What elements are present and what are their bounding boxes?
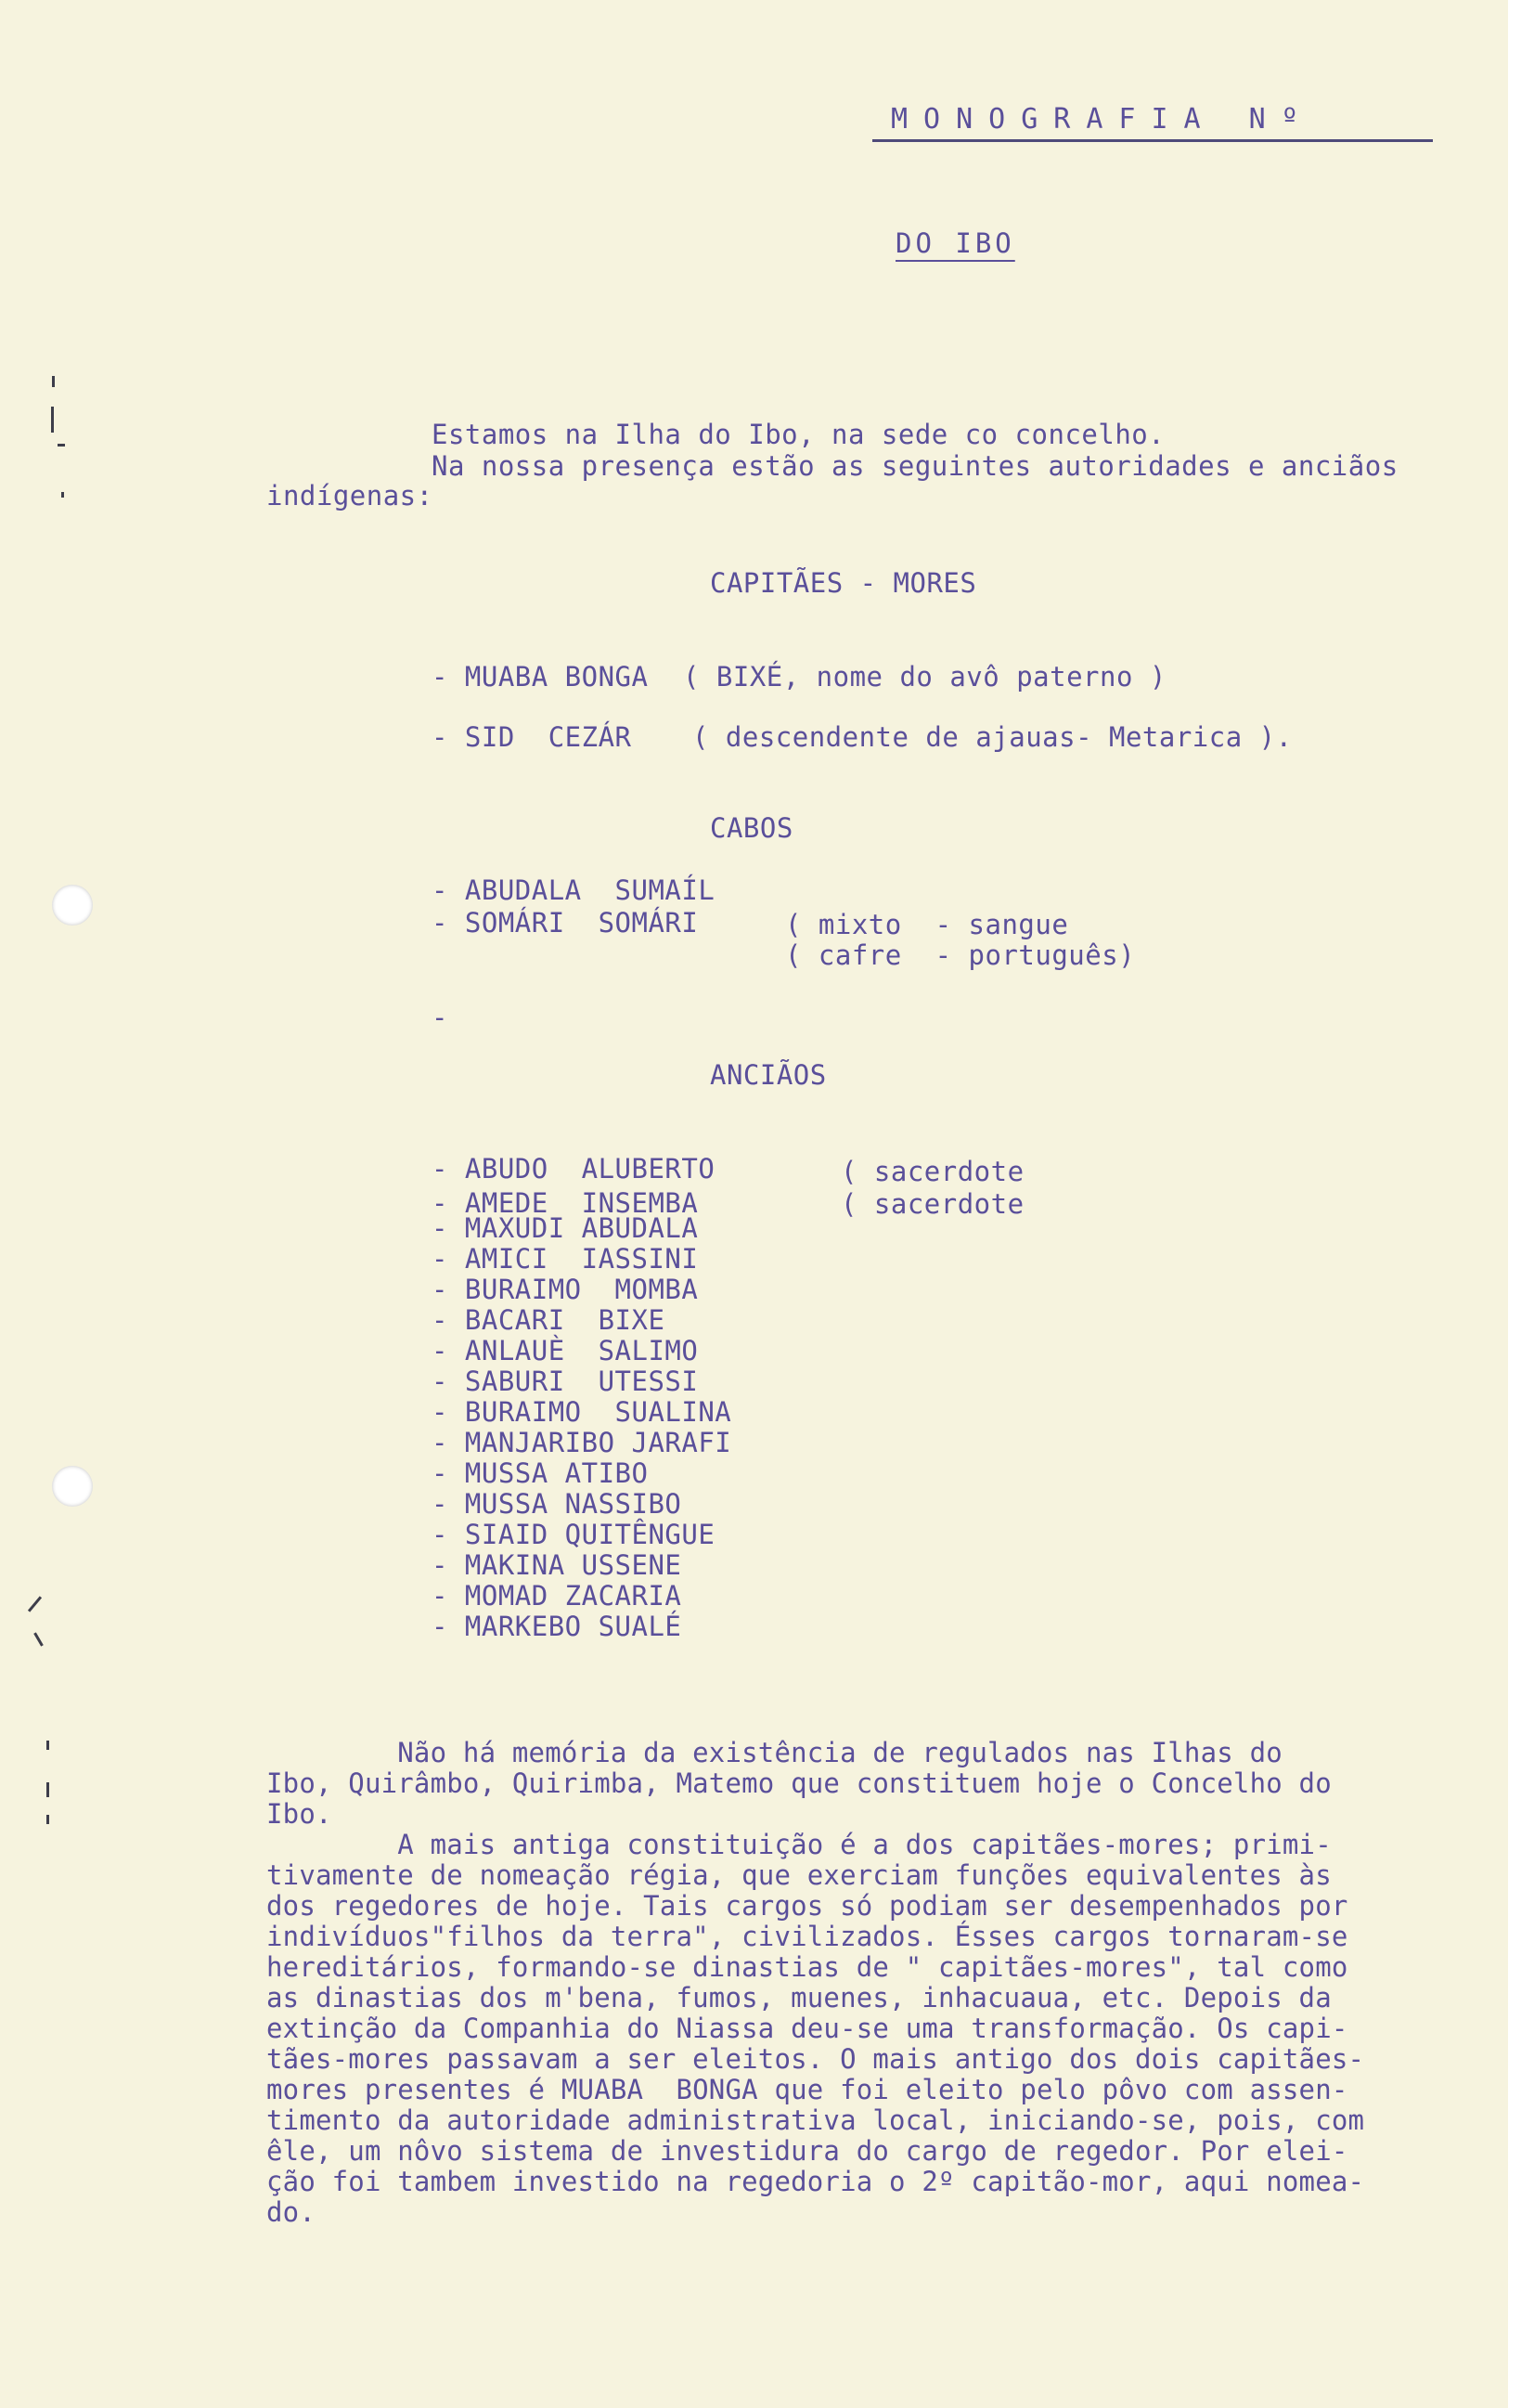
paragraph-2-line: êle, um nôvo sistema de investidura do cargo de regedor. Por elei- — [266, 2135, 1348, 2167]
scan-edge — [1508, 0, 1534, 2408]
capitaes-heading: CAPITÃES - MORES — [710, 567, 977, 599]
ancioes-heading: ANCIÃOS — [710, 1059, 827, 1091]
paragraph-2-line: as dinastias dos m'bena, fumos, muenes, inhacuaua, etc. Depois da — [266, 1982, 1332, 2013]
capitao-note: ( descendente de ajauas- Metarica ). — [692, 721, 1293, 753]
paragraph-2-line: timento da autoridade administrativa local, iniciando-se, pois, com — [266, 2104, 1365, 2136]
paragraph-2-line: mores presentes é MUABA BONGA que foi eleito pelo pôvo com assen- — [266, 2074, 1348, 2105]
intro-line-2: Na nossa presença estão as seguintes autoridades e anciãos — [432, 450, 1399, 482]
anciao-note: ( sacerdote — [841, 1188, 1025, 1220]
margin-mark — [61, 492, 64, 498]
monograph-title: MONOGRAFIA Nº — [891, 103, 1314, 136]
anciao-name: - MUSSA NASSIBO — [432, 1488, 682, 1520]
margin-mark — [52, 376, 55, 387]
cabo-name: - ABUDALA SUMAÍL — [432, 874, 715, 906]
anciao-name: - ANLAUÈ SALIMO — [432, 1335, 699, 1366]
capitao-name: - MUABA BONGA — [432, 661, 649, 693]
paragraph-1-line: Ibo. — [266, 1798, 332, 1830]
capitao-name: - SID CEZÁR — [432, 721, 632, 753]
anciao-name: - ABUDO ALUBERTO — [432, 1153, 715, 1185]
cabos-heading: CABOS — [710, 812, 793, 844]
cabo-name: - SOMÁRI SOMÁRI — [432, 907, 699, 939]
paragraph-2-line: hereditários, formando-se dinastias de " capitães-mores", tal como — [266, 1951, 1348, 1983]
anciao-name: - BURAIMO SUALINA — [432, 1396, 732, 1428]
paragraph-2-line: tães-mores passavam a ser eleitos. O mais antigo dos dois capitães- — [266, 2043, 1365, 2075]
margin-mark — [46, 1782, 49, 1797]
anciao-note: ( sacerdote — [841, 1156, 1025, 1187]
intro-line-3: indígenas: — [266, 480, 433, 511]
capitao-note: ( BIXÉ, nome do avô paterno ) — [683, 661, 1167, 693]
paragraph-2-line: dos regedores de hoje. Tais cargos só podiam ser desempenhados por — [266, 1890, 1348, 1922]
margin-mark — [46, 1815, 49, 1824]
cabo-note: ( mixto - sangue — [785, 909, 1069, 940]
anciao-name: - AMEDE INSEMBA — [432, 1187, 699, 1219]
anciao-name: - MAXUDI ABUDALA — [432, 1212, 699, 1244]
anciao-name: - MANJARIBO JARAFI — [432, 1427, 732, 1458]
paragraph-2-line: extinção da Companhia do Niassa deu-se uma transformação. Os capi- — [266, 2013, 1348, 2044]
margin-mark — [46, 1741, 49, 1750]
margin-mark — [51, 407, 54, 433]
intro-line-1: Estamos na Ilha do Ibo, na sede co concelho. — [432, 419, 1166, 450]
paragraph-2-line: do. — [266, 2196, 316, 2228]
anciao-name: - MOMAD ZACARIA — [432, 1580, 682, 1612]
anciao-name: - MARKEBO SUALÉ — [432, 1611, 682, 1642]
anciao-name: - MUSSA ATIBO — [432, 1457, 649, 1489]
title-underline — [872, 139, 1433, 142]
paragraph-2-line: tivamente de nomeação régia, que exerciam funções equivalentes às — [266, 1859, 1332, 1891]
paragraph-1-line: Ibo, Quirâmbo, Quirimba, Matemo que constituem hoje o Concelho do — [266, 1767, 1332, 1799]
monograph-subtitle: DO IBO — [896, 227, 1015, 259]
margin-mark — [58, 444, 65, 447]
anciao-name: - AMICI IASSINI — [432, 1243, 699, 1275]
paragraph-2-line: indivíduos"filhos da terra", civilizados. Ésses cargos tornaram-se — [266, 1921, 1348, 1952]
anciao-name: - BURAIMO MOMBA — [432, 1274, 699, 1305]
punch-hole-bottom — [52, 1466, 93, 1507]
stray-dash: - — [432, 1002, 448, 1033]
anciao-name: - MAKINA USSENE — [432, 1549, 682, 1581]
anciao-name: - SIAID QUITÊNGUE — [432, 1519, 715, 1550]
paragraph-2-line: A mais antiga constituição é a dos capitães-mores; primi- — [266, 1829, 1332, 1860]
cabo-note: ( cafre - português) — [785, 939, 1136, 971]
paragraph-2-line: ção foi tambem investido na regedoria o 2º capitão-mor, aqui nomea- — [266, 2166, 1365, 2197]
anciao-name: - SABURI UTESSI — [432, 1366, 699, 1397]
paragraph-1-line: Não há memória da existência de regulados nas Ilhas do — [266, 1737, 1283, 1768]
punch-hole-top — [52, 885, 93, 926]
anciao-name: - BACARI BIXE — [432, 1304, 665, 1336]
